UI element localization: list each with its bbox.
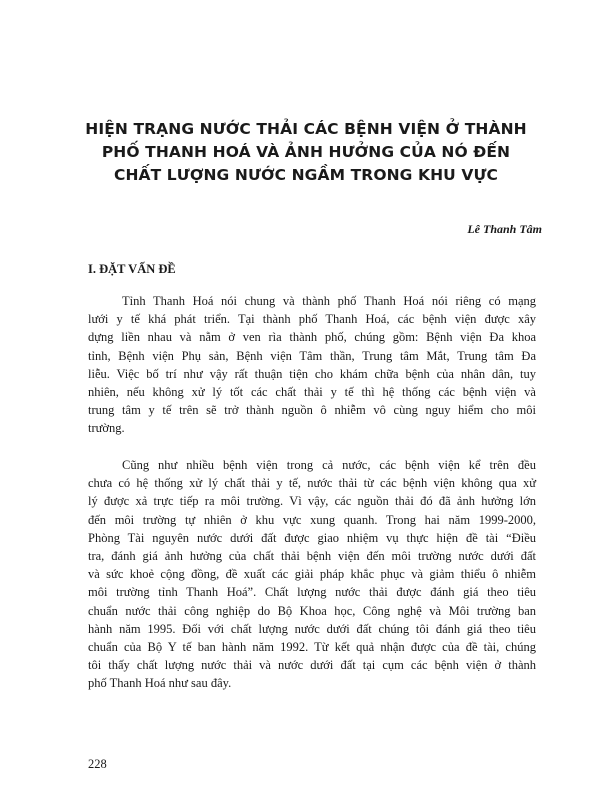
text-line: Phòng Tài nguyên nước dưới đất được giao nhiệm vụ thực hiện đề tài “Điều (88, 530, 536, 545)
text-line: trường. (88, 421, 125, 436)
text-line: đến môi trường tự nhiên ở khu vực xung quanh. Trong hai năm 1999-2000, (88, 512, 536, 527)
text-line: và sức khoẻ cộng đồng, đề xuất các giải pháp khắc phục và giảm thiểu ô nhiễm (88, 567, 536, 582)
text-line: Tỉnh Thanh Hoá nói chung và thành phố Thanh Hoá nói riêng có mạng (122, 294, 536, 308)
text-line: phố Thanh Hoá như sau đây. (88, 676, 232, 691)
author-name: Lê Thanh Tâm (467, 222, 542, 236)
text-line: chuẩn nước thải công nghiệp do Bộ Khoa học, Công nghệ và Môi trường ban (88, 603, 536, 618)
title-line: CHẤT LƯỢNG NƯỚC NGẦM TRONG KHU VỰC (114, 166, 498, 184)
text-line: tỉnh, Bệnh viện Phụ sản, Bệnh viện Tâm thần, Trung tâm Mắt, Trung tâm Đa (88, 348, 536, 363)
text-line: lưới y tế khá phát triển. Tại thành phố Thanh Hoá, các bệnh viện được xây (88, 312, 536, 327)
text-line: liễu. Việc bố trí như vậy rất thuận tiện cho khám chữa bệnh của nhân dân, tuy (88, 366, 536, 381)
text-line: Cũng như nhiều bệnh viện trong cả nước, các bệnh viện kể trên đều (122, 458, 536, 472)
text-line: chuẩn của Bộ Y tế ban hành năm 1992. Từ kết quả nhận được của đề tài, chúng (88, 640, 536, 655)
paragraph-1 (88, 292, 536, 438)
text-line: hành năm 1995. Đối với chất lượng nước dưới đất chúng tôi đánh giá theo tiêu (88, 621, 536, 636)
text-line: dựng liền nhau và nằm ở ven rìa thành phố, chúng gồm: Bệnh viện Đa khoa (88, 330, 536, 345)
text-line: trung tâm y tế trên sẽ trở thành nguồn ô nhiễm vô cùng nguy hiểm cho môi (88, 403, 536, 418)
text-line: lý được xả trực tiếp ra môi trường. Vì vậy, các nguồn thải đó đã ảnh hưởng lớn (88, 494, 536, 509)
text-line: tra, đánh giá ảnh hưởng của chất thải bệnh viện đến môi trường nước dưới đất (88, 549, 536, 564)
article-title (80, 118, 532, 187)
text-line: môi trường tỉnh Thanh Hoá”. Chất lượng nước thải được đánh giá theo tiêu (88, 585, 536, 600)
paragraph-2 (88, 456, 536, 693)
text-line: chưa có hệ thống xử lý chất thải y tế, nước thải từ các bệnh viện không qua xử (88, 476, 536, 491)
page-number: 228 (88, 757, 107, 771)
text-line: tôi thấy chất lượng nước thải và nước dưới đất tại cụm các bệnh viện ở thành (88, 658, 536, 673)
title-line: PHỐ THANH HOÁ VÀ ẢNH HƯỞNG CỦA NÓ ĐẾN (101, 143, 511, 161)
title-line: HIỆN TRẠNG NƯỚC THẢI CÁC BỆNH VIỆN Ở THÀNH (85, 120, 527, 138)
section-heading: I. ĐẶT VẤN ĐỀ (88, 262, 176, 276)
text-line: nhiên, nếu không xử lý tốt các chất thải y tế thì hệ thống các bệnh viện và (88, 385, 536, 400)
